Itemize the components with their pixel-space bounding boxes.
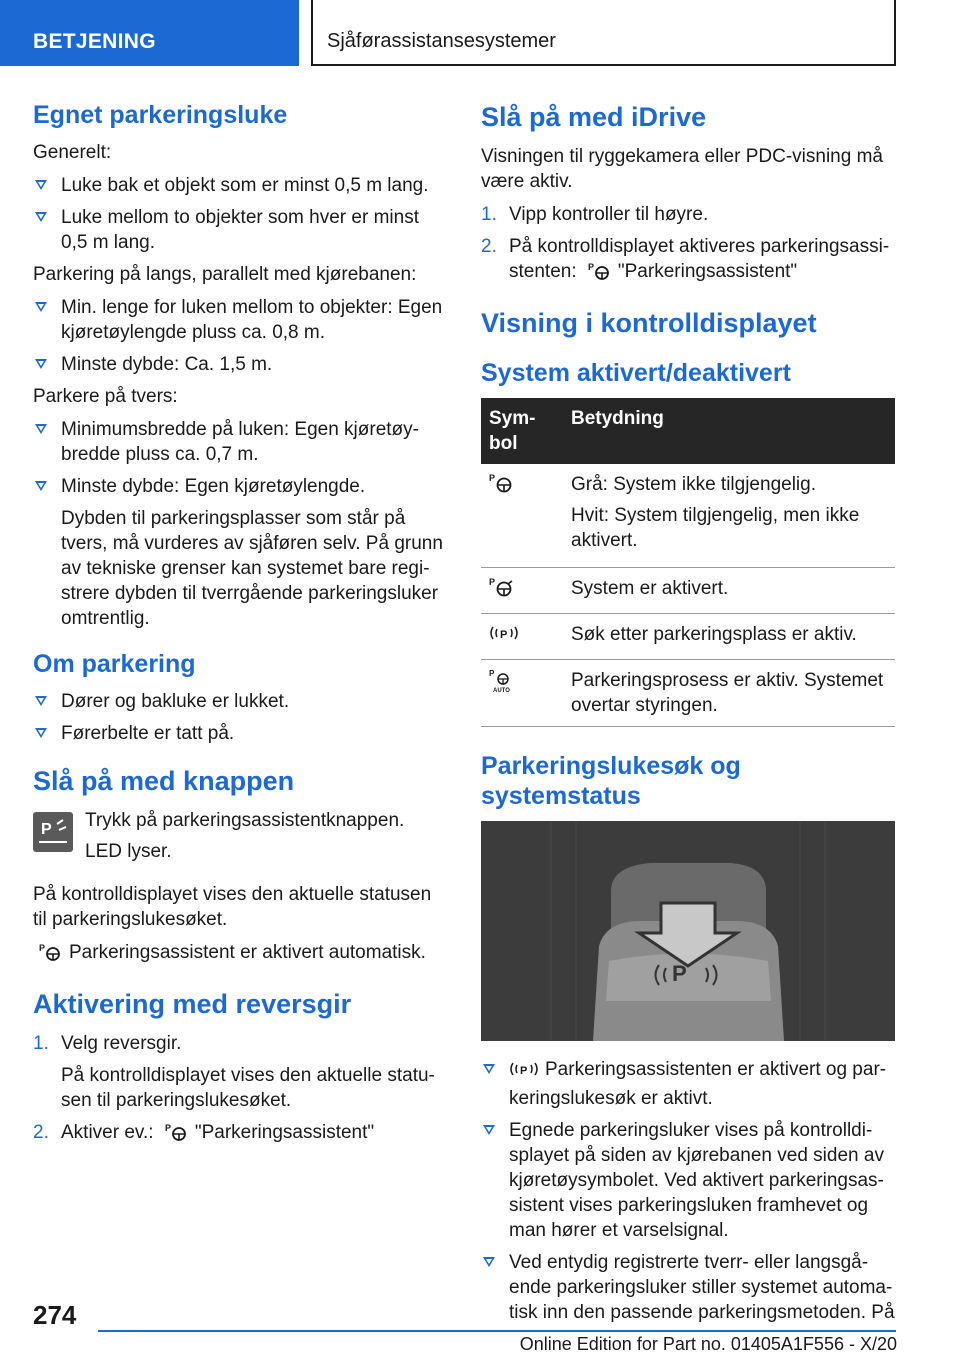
parking-steering-icon <box>481 464 563 568</box>
svg-text:P: P <box>489 577 496 587</box>
heading-sla-pa-med-knappen: Slå på med knappen <box>33 766 295 796</box>
paragraph-langs: Parkering på langs, parallelt med kjørebanen: <box>33 264 417 285</box>
footer-divider <box>98 1330 896 1332</box>
parking-steering-icon <box>39 942 63 969</box>
table-header-betydning: Betydning <box>563 398 895 464</box>
heading-sla-pa-med-idrive: Slå på med iDrive <box>481 102 707 132</box>
triangle-bullet-icon <box>483 1064 495 1074</box>
table-cell: Grå: System ikke tilgjengelig. <box>571 474 816 495</box>
parking-assistant-button-icon <box>33 812 73 852</box>
heading-om-parkering: Om parkering <box>33 650 196 678</box>
footer-edition: Online Edition for Part no. 01405A1F556 - X/20 <box>519 1334 897 1354</box>
svg-text:P: P <box>489 669 495 678</box>
page-number: 274 <box>33 1300 77 1330</box>
list-item: Min. lenge for luken mellom to objekter: Egen kjøretøylengde pluss ca. 0,8 m. <box>33 295 449 345</box>
symbol-table <box>481 398 895 727</box>
knappen-step-1: Trykk på parkeringsassistentknappen. <box>85 810 405 831</box>
paragraph-idrive-intro: Visningen til ryggekamera eller PDC-visning må være aktiv. <box>481 146 883 192</box>
triangle-bullet-icon <box>35 481 47 491</box>
heading-visning-kontrolldisplay: Visning i kontrolldisplayet <box>481 308 817 338</box>
right-column <box>481 100 895 1332</box>
parking-search-icon <box>481 614 563 660</box>
triangle-bullet-icon <box>35 728 47 738</box>
svg-text:P: P <box>587 262 594 272</box>
paragraph-tvers: Parkere på tvers: <box>33 386 178 407</box>
parking-steering-icon <box>165 1122 189 1149</box>
tvers-note: Dybden til parkeringsplasser som står på tvers, må vurderes av sjåføren selv. På grunn av tekniske grenser kan systemet bare regi-strere dybden til tverrgående parkeringsluker omtrentlig. <box>61 508 443 629</box>
list-item: 2. På kontrolldisplayet aktiveres parkeringsassi-stenten: P "Parkeringsassistent" <box>481 234 895 288</box>
triangle-bullet-icon <box>483 1257 495 1267</box>
svg-text:P: P <box>489 473 496 483</box>
parking-search-icon <box>509 1059 539 1086</box>
svg-text:P: P <box>164 1123 171 1133</box>
list-parkeringslukesok <box>481 1057 895 1325</box>
heading-parkeringslukesok: Parkeringslukesøk og systemstatus <box>481 752 741 810</box>
parking-auto-icon <box>481 660 563 727</box>
parking-steering-icon <box>588 261 612 288</box>
list-item: Minste dybde: Egen kjøretøylengde. Dybden til parkeringsplasser som står på tvers, må vurderes av sjåføren selv. På grunn av tekniske grenser kan systemet bare regi-strere dybden til tverrgående parkeringsluker omtrentlig. <box>33 474 449 631</box>
svg-text:P: P <box>672 961 687 986</box>
list-item: Minste dybde: Ca. 1,5 m. <box>33 352 449 377</box>
table-cell: System er aktivert. <box>563 568 895 614</box>
list-item: Ved entydig registrerte tverr- eller langsgå-ende parkeringsluker stiller systemet automa-tisk inn den passende parkeringsmetoden. På <box>481 1250 895 1325</box>
svg-text:P: P <box>41 821 52 838</box>
list-langs <box>33 295 449 377</box>
knappen-step-2: LED lyser. <box>85 841 172 862</box>
table-row <box>481 660 895 727</box>
table-cell: Hvit: System tilgjengelig, men ikke aktivert. <box>571 505 860 551</box>
list-om-parkering <box>33 689 449 746</box>
paragraph-kontrolldisplay: På kontrolldisplayet vises den aktuelle statusen til parkeringslukesøket. <box>33 884 432 930</box>
list-item: Egnede parkeringsluker vises på kontrolldi-splayet på siden av kjørebanen ved siden av kjøretøysymbolet. Ved aktivert parkeringsas-sistent vises parkeringsluken framhevet og man hører et varselsignal. <box>481 1118 895 1243</box>
svg-text:P: P <box>39 943 46 953</box>
button-instruction <box>33 808 449 870</box>
list-item: Minimumsbredde på luken: Egen kjøretøy-bredde pluss ca. 0,7 m. <box>33 417 449 467</box>
triangle-bullet-icon <box>35 302 47 312</box>
list-item: Luke mellom to objekter som hver er minst 0,5 m lang. <box>33 205 449 255</box>
heading-egnet-parkeringsluke: Egnet parkeringsluke <box>33 101 288 129</box>
table-header-symbol: Sym-bol <box>481 398 563 464</box>
list-item: Førerbelte er tatt på. <box>33 721 449 746</box>
list-item: P Parkeringsassistenten er aktivert og par-keringslukesøk er aktivt. <box>481 1057 895 1111</box>
table-row <box>481 568 895 614</box>
table-row <box>481 614 895 660</box>
triangle-bullet-icon <box>483 1125 495 1135</box>
table-cell: Søk etter parkeringsplass er aktiv. <box>563 614 895 660</box>
table-cell: Parkeringsprosess er aktiv. Systemet overtar styringen. <box>563 660 895 727</box>
parking-steering-active-icon <box>481 568 563 614</box>
triangle-bullet-icon <box>35 212 47 222</box>
triangle-bullet-icon <box>35 359 47 369</box>
list-tvers <box>33 417 449 631</box>
section-tab: BETJENING <box>0 0 299 66</box>
triangle-bullet-icon <box>35 180 47 190</box>
svg-text:P: P <box>500 629 508 641</box>
list-item: 1. Vipp kontroller til høyre. <box>481 204 709 225</box>
list-item: Luke bak et objekt som er minst 0,5 m lang. <box>33 173 449 198</box>
heading-system-aktivert: System aktivert/deaktivert <box>481 359 791 387</box>
heading-aktivering-reversgir: Aktivering med reversgir <box>33 989 352 1019</box>
page-header <box>0 0 960 66</box>
list-item: 1. Velg reversgir. På kontrolldisplayet vises den aktuelle statu-sen til parkeringslukesøket. <box>33 1033 435 1111</box>
paragraph-generelt: Generelt: <box>33 142 112 163</box>
triangle-bullet-icon <box>35 424 47 434</box>
chapter-title: Sjåførassistansesystemer <box>311 0 896 66</box>
triangle-bullet-icon <box>35 696 47 706</box>
list-generelt <box>33 173 449 255</box>
list-idrive <box>481 202 895 288</box>
left-column <box>33 100 449 1156</box>
paragraph-auto: P Parkeringsassistent er aktivert automatisk. <box>33 940 449 969</box>
list-reversgir <box>33 1031 449 1149</box>
list-item: 2. Aktiver ev.: P "Parkeringsassistent" <box>33 1120 449 1149</box>
table-header-row <box>481 398 895 464</box>
svg-text:AUTO: AUTO <box>493 688 510 694</box>
table-row <box>481 464 895 568</box>
list-item: Dører og bakluke er lukket. <box>33 689 449 714</box>
svg-text:P: P <box>520 1065 528 1077</box>
parking-display-figure <box>481 821 895 1041</box>
